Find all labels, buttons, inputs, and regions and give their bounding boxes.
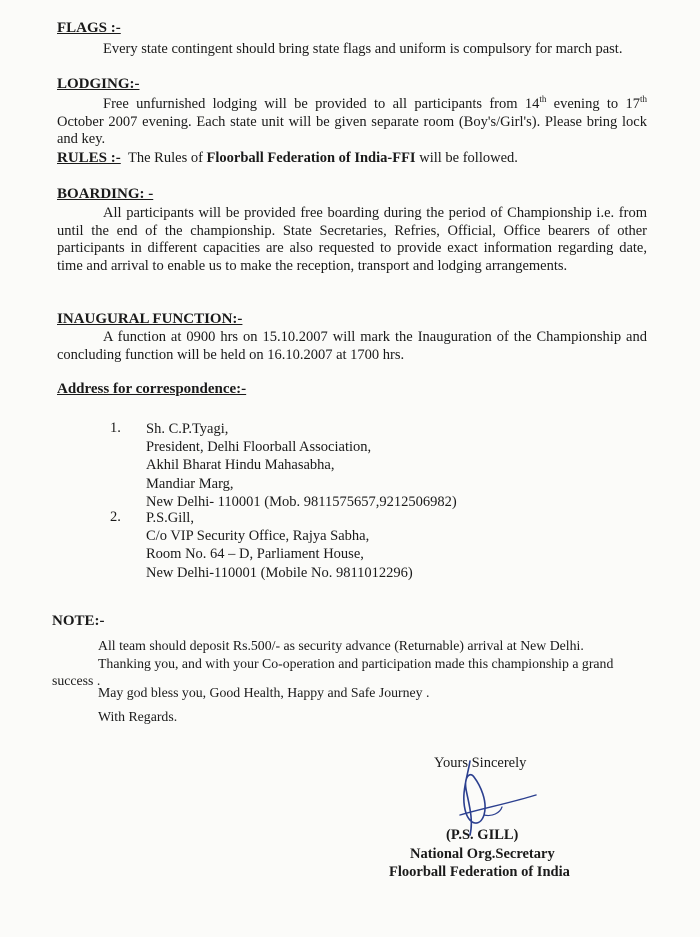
contact-2-number: 2.	[110, 509, 121, 525]
note-heading: NOTE:-	[52, 613, 105, 629]
note-regards: With Regards.	[98, 709, 178, 724]
boarding-text: All participants will be provided free boarding during the period of Championship i.e. from until the end of the championship. State Secretaries, Refries, Official, Office bearers of other participants in different capacities are also requested to provide exact information regarding date, time and arrival to enable us to make the reception, transport and lodging arrangements.	[57, 205, 647, 274]
signatory-org: Floorball Federation of India	[389, 864, 570, 880]
rules-line: RULES :- The Rules of Floorball Federation of India-FFI will be followed.	[57, 150, 518, 166]
note-thanks: Thanking you, and with your Co-operation and participation made this championship a grand success .	[52, 656, 614, 688]
inaugural-text: A function at 0900 hrs on 15.10.2007 will mark the Inauguration of the Championship and concluding function will be held on 16.10.2007 at 1700 hrs.	[57, 329, 647, 363]
flags-text: Every state contingent should bring state flags and uniform is compulsory for march past.	[103, 41, 623, 57]
note-bless: May god bless you, Good Health, Happy and Safe Journey .	[98, 685, 430, 700]
contact-1-address: Sh. C.P.Tyagi, President, Delhi Floorball Association, Akhil Bharat Hindu Mahasabha, Mandiar Marg, New Delhi- 110001 (Mob. 9811575657,9212506982)	[146, 421, 457, 510]
flags-heading: FLAGS :-	[57, 20, 121, 36]
boarding-heading: BOARDING: -	[57, 186, 154, 202]
contact-1-number: 1.	[110, 420, 121, 436]
lodging-heading: LODGING:-	[57, 76, 140, 92]
address-heading: Address for correspondence:-	[57, 381, 247, 397]
rules-org: Floorball Federation of India-FFI	[206, 150, 416, 166]
contact-2-address: P.S.Gill, C/o VIP Security Office, Rajya Sabha, Room No. 64 – D, Parliament House, New Delhi-110001 (Mobile No. 9811012296)	[146, 510, 413, 581]
rules-heading: RULES :-	[57, 150, 121, 166]
lodging-text: Free unfurnished lodging will be provided to all participants from 14th evening to 17th October 2007 evening. Each state unit will be given separate room (Boy's/Girl's). Please bring lock and key.	[57, 94, 647, 147]
signature-closing: Yours Sincerely	[434, 755, 527, 771]
signatory-title: National Org.Secretary	[410, 846, 555, 862]
signatory-name: (P.S. GILL)	[446, 827, 519, 843]
inaugural-heading: INAUGURAL FUNCTION:-	[57, 311, 243, 327]
note-deposit: All team should deposit Rs.500/- as security advance (Returnable) arrival at New Delhi.	[98, 638, 584, 653]
